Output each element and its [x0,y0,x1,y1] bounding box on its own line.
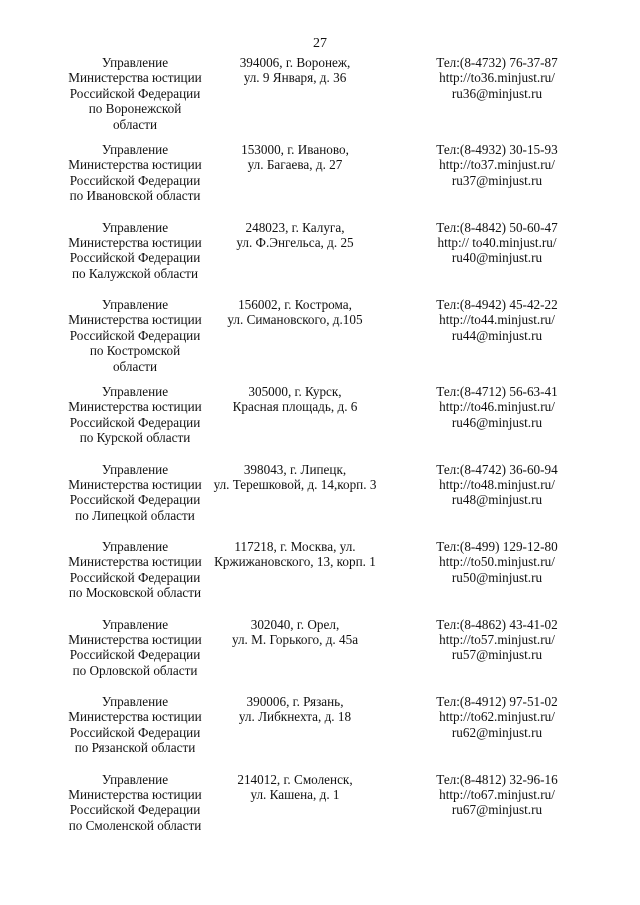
directory-entry-ivanovo [0,142,640,220]
directory-entry-lipetsk [0,462,640,540]
page-number: 27 [313,36,327,51]
address-line: ул. Багаева, д. 27 [247,157,343,173]
office-address [200,539,390,570]
website-link[interactable]: http://to46.minjust.ru/ [439,399,555,415]
office-line: Российской Федерации [69,250,201,266]
website-link[interactable]: http://to62.minjust.ru/ [439,709,555,725]
address-line: Красная площадь, д. 6 [232,399,358,415]
office-line: Российской Федерации [69,172,201,188]
office-line: Управление [101,461,169,477]
office-name [55,220,215,282]
office-address [200,55,390,86]
office-line: Управление [101,384,169,399]
office-address [200,462,390,493]
office-name [55,772,215,834]
phone-text: Тел:(8-4912) 97-51-02 [436,694,558,709]
office-name [55,539,215,601]
office-contacts [412,617,582,663]
office-line: Министерства юстиции [68,554,202,570]
address-line: 394006, г. Воронеж, [239,55,351,70]
address-line: 302040, г. Орел, [250,616,340,632]
office-line: Управление [101,297,169,312]
office-line: Российской Федерации [69,85,201,101]
directory-entry-moscow-region [0,539,640,617]
directory-entry-kostroma [0,297,640,384]
office-line: Российской Федерации [69,492,201,508]
website-link[interactable]: http:// to40.minjust.ru/ [437,234,557,250]
website-link[interactable]: http://to37.minjust.ru/ [439,157,555,173]
office-line: по Липецкой области [75,507,195,523]
phone-text: Тел:(8-4862) 43-41-02 [436,616,558,632]
office-name [55,617,215,679]
email-link[interactable]: ru37@minjust.ru [451,172,543,188]
office-line: Управление [101,539,169,554]
office-line: Министерства юстиции [68,786,202,802]
office-line: по Калужской области [71,265,199,281]
office-line: по Воронежской [88,101,182,117]
office-line: Российской Федерации [69,647,201,663]
address-line: ул. М. Горького, д. 45а [231,631,359,647]
office-contacts [412,539,582,585]
email-link[interactable]: ru62@minjust.ru [451,724,543,740]
address-line: ул. 9 Января, д. 36 [243,70,347,86]
office-line: Управление [101,771,169,787]
address-line: ул. Кашена, д. 1 [250,786,340,802]
office-address [200,617,390,648]
address-line: Кржижановского, 13, корп. 1 [214,554,376,570]
office-contacts [412,55,582,101]
office-name [55,297,215,374]
office-line: Управление [101,142,169,157]
phone-text: Тел:(8-4712) 56-63-41 [436,384,558,399]
phone-text: Тел:(8-4742) 36-60-94 [436,461,558,477]
office-line: области [112,358,158,374]
email-link[interactable]: ru44@minjust.ru [451,327,543,343]
website-link[interactable]: http://to36.minjust.ru/ [439,70,555,86]
email-link[interactable]: ru67@minjust.ru [451,802,543,818]
office-contacts [412,142,582,188]
office-line: Управление [101,694,169,709]
office-line: Управление [101,616,169,632]
directory-entry-smolensk [0,772,640,850]
office-line: Российской Федерации [69,414,201,430]
office-contacts [412,772,582,818]
office-line: Министерства юстиции [68,312,202,328]
office-line: по Смоленской области [68,817,202,833]
office-contacts [412,462,582,508]
address-line: ул. Симановского, д.105 [227,312,363,328]
directory-entry-kaluga [0,220,640,298]
office-line: Управление [101,219,169,235]
office-line: Российской Федерации [69,569,201,585]
address-line: ул. Терешковой, д. 14,корп. 3 [213,476,377,492]
phone-text: Тел:(8-499) 129-12-80 [436,539,558,554]
directory-entry-orel [0,617,640,695]
address-line: 248023, г. Калуга, [245,219,345,235]
website-link[interactable]: http://to44.minjust.ru/ [439,312,555,328]
office-name [55,384,215,446]
phone-text: Тел:(8-4732) 76-37-87 [436,55,558,70]
office-line: Министерства юстиции [68,70,202,86]
office-line: Российской Федерации [69,327,201,343]
office-address [200,384,390,415]
office-line: Управление [101,55,169,70]
address-line: 214012, г. Смоленск, [237,771,353,787]
phone-text: Тел:(8-4942) 45-42-22 [436,297,558,312]
office-line: по Московской области [68,585,202,601]
address-line: ул. Либкнехта, д. 18 [238,709,352,725]
office-line: по Костромской [89,343,181,359]
email-link[interactable]: ru46@minjust.ru [451,414,543,430]
office-address [200,297,390,328]
email-link[interactable]: ru48@minjust.ru [451,492,543,508]
address-line: 156002, г. Кострома, [238,297,352,312]
office-line: области [112,116,158,132]
directory-list [0,55,640,849]
office-line: Министерства юстиции [68,631,202,647]
address-line: 305000, г. Курск, [248,384,342,399]
office-address [200,694,390,725]
office-line: по Орловской области [72,662,198,678]
address-line: 398043, г. Липецк, [243,461,347,477]
office-line: Российской Федерации [69,802,201,818]
office-line: Министерства юстиции [68,234,202,250]
directory-entry-kursk [0,384,640,462]
website-link[interactable]: http://to48.minjust.ru/ [439,476,555,492]
office-name [55,694,215,756]
office-line: Министерства юстиции [68,157,202,173]
phone-text: Тел:(8-4812) 32-96-16 [436,771,558,787]
email-link[interactable]: ru40@minjust.ru [451,250,543,266]
office-line: по Ивановской области [69,188,201,204]
website-link[interactable]: http://to50.minjust.ru/ [439,554,555,570]
directory-entry-voronezh [0,55,640,142]
office-line: Министерства юстиции [68,399,202,415]
email-link[interactable]: ru57@minjust.ru [451,647,543,663]
office-line: Российской Федерации [69,724,201,740]
office-line: по Рязанской области [74,740,196,756]
address-line: 153000, г. Иваново, [241,142,349,157]
office-name [55,462,215,524]
email-link[interactable]: ru50@minjust.ru [451,569,543,585]
address-line: ул. Ф.Энгельса, д. 25 [236,234,354,250]
website-link[interactable]: http://to57.minjust.ru/ [439,631,555,647]
office-address [200,220,390,251]
phone-text: Тел:(8-4842) 50-60-47 [436,219,558,235]
office-address [200,772,390,803]
office-contacts [412,694,582,740]
office-name [55,55,215,132]
office-contacts [412,220,582,266]
email-link[interactable]: ru36@minjust.ru [451,85,543,101]
phone-text: Тел:(8-4932) 30-15-93 [436,142,558,157]
office-address [200,142,390,173]
address-line: 117218, г. Москва, ул. [234,539,356,554]
office-contacts [412,297,582,343]
office-line: Министерства юстиции [68,709,202,725]
address-line: 390006, г. Рязань, [246,694,344,709]
office-contacts [412,384,582,430]
office-line: по Курской области [79,430,191,446]
directory-entry-ryazan [0,694,640,772]
website-link[interactable]: http://to67.minjust.ru/ [439,786,555,802]
office-line: Министерства юстиции [68,476,202,492]
office-name [55,142,215,204]
